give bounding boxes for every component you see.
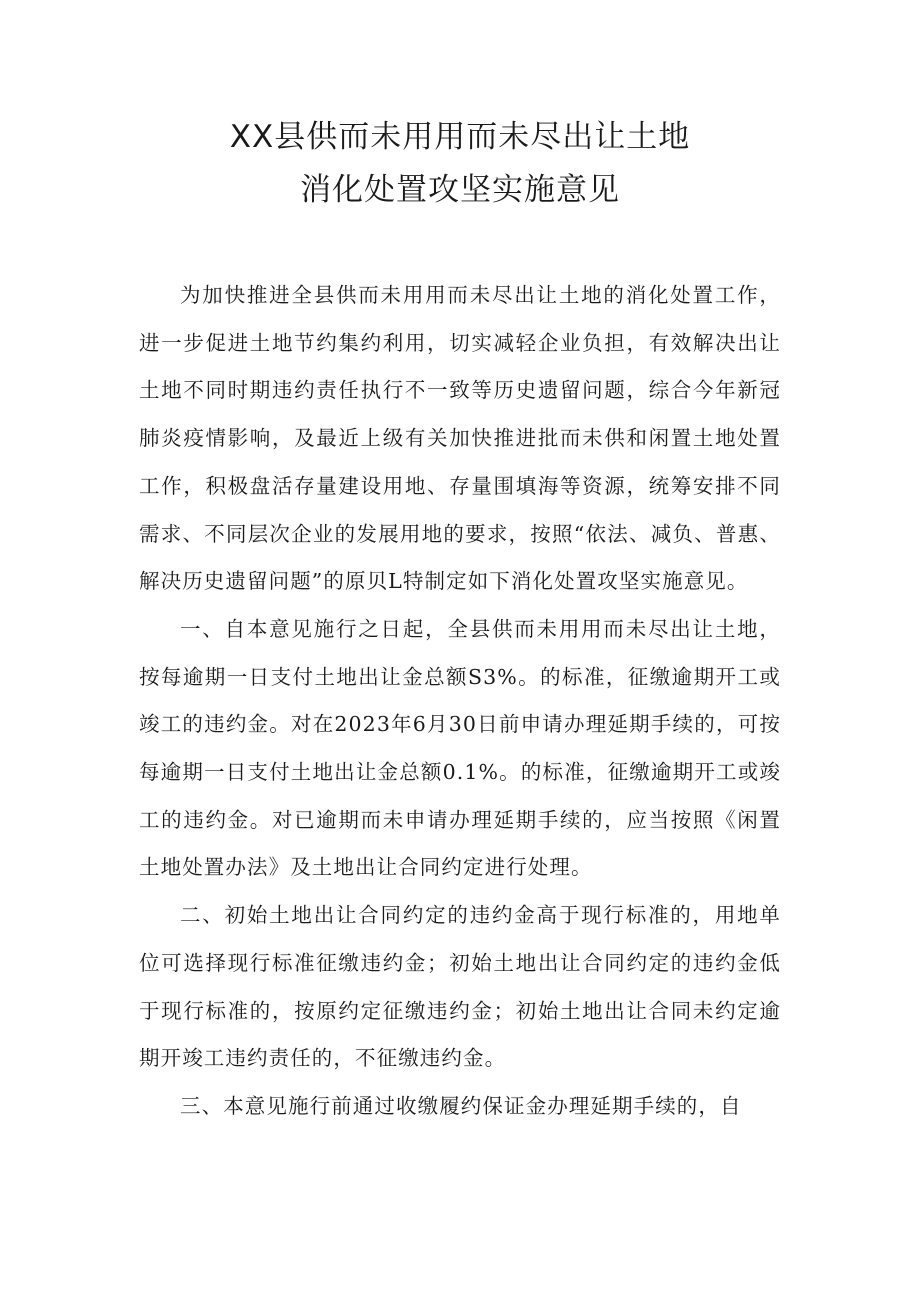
paragraph-intro: 为加快推进全县供而未用用而未尽出让土地的消化处置工作，进一步促进土地节约集约利用，切实减轻企业负担，有效解决出让土地不同时期违约责任执行不一致等历史遗留问题，综合今年新冠肺炎疫情影响，及最近上级有关加快推进批而未供和闲置土地处置工作，积极盘活存量建设用地、存量围填海等资源，统筹安排不同需求、不同层次企业的发展用地的要求，按照“依法、减负、普惠、解决历史遗留问题”的原贝L特制定如下消化处置攻坚实施意见。	[139, 283, 781, 594]
document-title-line-2: 消化处置攻坚实施意见	[300, 172, 620, 208]
paragraph-item-2: 二、初始土地出让合同约定的违约金高于现行标准的，用地单位可选择现行标准征缴违约金；初始土地出让合同约定的违约金低于现行标准的，按原约定征缴违约金；初始土地出让合同未约定逾期开竣工违约责任的，不征缴违约金。	[139, 903, 781, 1071]
document-body	[139, 272, 781, 1131]
document-title-line-1: XX县供而未用用而未尽出让土地	[229, 119, 691, 155]
paragraph-item-1: 一、自本意见施行之日起，全县供而未用用而未尽出让土地，按每逾期一日支付土地出让金总额S3%。的标准，征缴逾期开工或竣工的违约金。对在2023年6月30日前申请办理延期手续的，可按每逾期一日支付土地出让金总额0.1%。的标准，征缴逾期开工或竣工的违约金。对已逾期而未申请办理延期手续的，应当按照《闲置土地处置办法》及土地出让合同约定进行处理。	[139, 616, 781, 880]
paragraph-item-3: 三、本意见施行前通过收缴履约保证金办理延期手续的，自	[180, 1093, 742, 1118]
